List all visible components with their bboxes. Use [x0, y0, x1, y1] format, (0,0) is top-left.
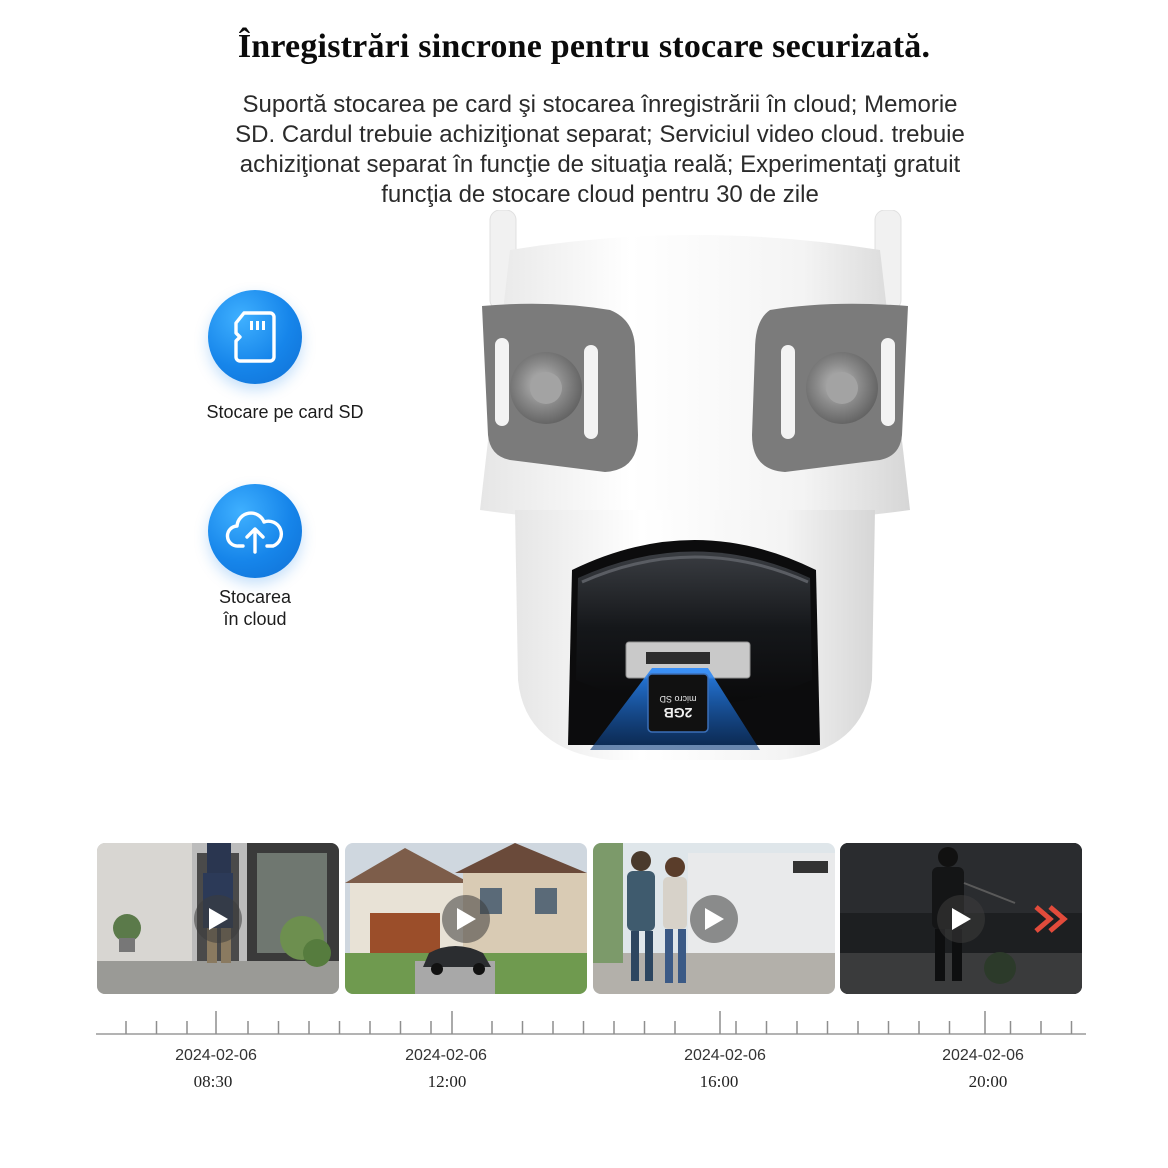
recording-thumbnail-3[interactable] — [593, 843, 835, 994]
sd-card-capacity-label: 2GB — [663, 705, 693, 721]
cloud-upload-icon — [225, 506, 285, 556]
page-title: Înregistrări sincrone pentru stocare securizată. — [237, 28, 931, 65]
subtitle-line: funcţia de stocare cloud pentru 30 de zile — [381, 181, 819, 208]
play-button[interactable] — [194, 895, 242, 943]
recording-thumbnail-1[interactable] — [97, 843, 339, 994]
play-button[interactable] — [690, 895, 738, 943]
page-subtitle — [180, 90, 1020, 210]
recording-thumbnail-2[interactable] — [345, 843, 587, 994]
timeline-time-4: 20:00 — [968, 1072, 1008, 1091]
subtitle-line: Suportă stocarea pe card şi stocarea înregistrării în cloud; Memorie — [242, 91, 958, 118]
timeline-date-3: 2024-02-06 — [684, 1047, 766, 1064]
cloud-label-line: în cloud — [223, 609, 287, 629]
recording-thumbnail-4[interactable] — [840, 843, 1082, 994]
timeline-date-4: 2024-02-06 — [942, 1047, 1024, 1064]
dual-lens-camera-image — [470, 210, 920, 770]
subtitle-line: SD. Cardul trebuie achiziţionat separat; Serviciul video cloud. trebuie — [235, 121, 965, 148]
play-button[interactable] — [442, 895, 490, 943]
timeline-time-2: 12:00 — [427, 1072, 467, 1091]
timeline-ticks — [126, 1011, 1072, 1034]
sd-card-feature-icon — [208, 290, 302, 384]
timeline-time-3: 16:00 — [699, 1072, 739, 1091]
camera-illustration — [470, 210, 920, 770]
sd-card-micro-label: micro SD — [659, 694, 697, 704]
play-icon — [207, 907, 229, 931]
sd-card-feature-label: Stocare pe card SD — [206, 402, 364, 422]
timeline-date-1: 2024-02-06 — [175, 1047, 257, 1064]
play-icon — [703, 907, 725, 931]
timeline-time-1: 08:30 — [193, 1072, 233, 1091]
play-icon — [455, 907, 477, 931]
play-icon — [950, 907, 972, 931]
subtitle-line: achiziţionat separat în funcţie de situaţia reală; Experimentaţi gratuit — [239, 151, 961, 178]
timeline-date-2: 2024-02-06 — [405, 1047, 487, 1064]
timeline-ruler[interactable] — [96, 1005, 1086, 1045]
cloud-feature-icon — [208, 484, 302, 578]
cloud-feature-label — [190, 586, 320, 630]
cloud-label-line: Stocarea — [218, 587, 292, 607]
play-button[interactable] — [937, 895, 985, 943]
sd-card-icon — [230, 309, 280, 365]
